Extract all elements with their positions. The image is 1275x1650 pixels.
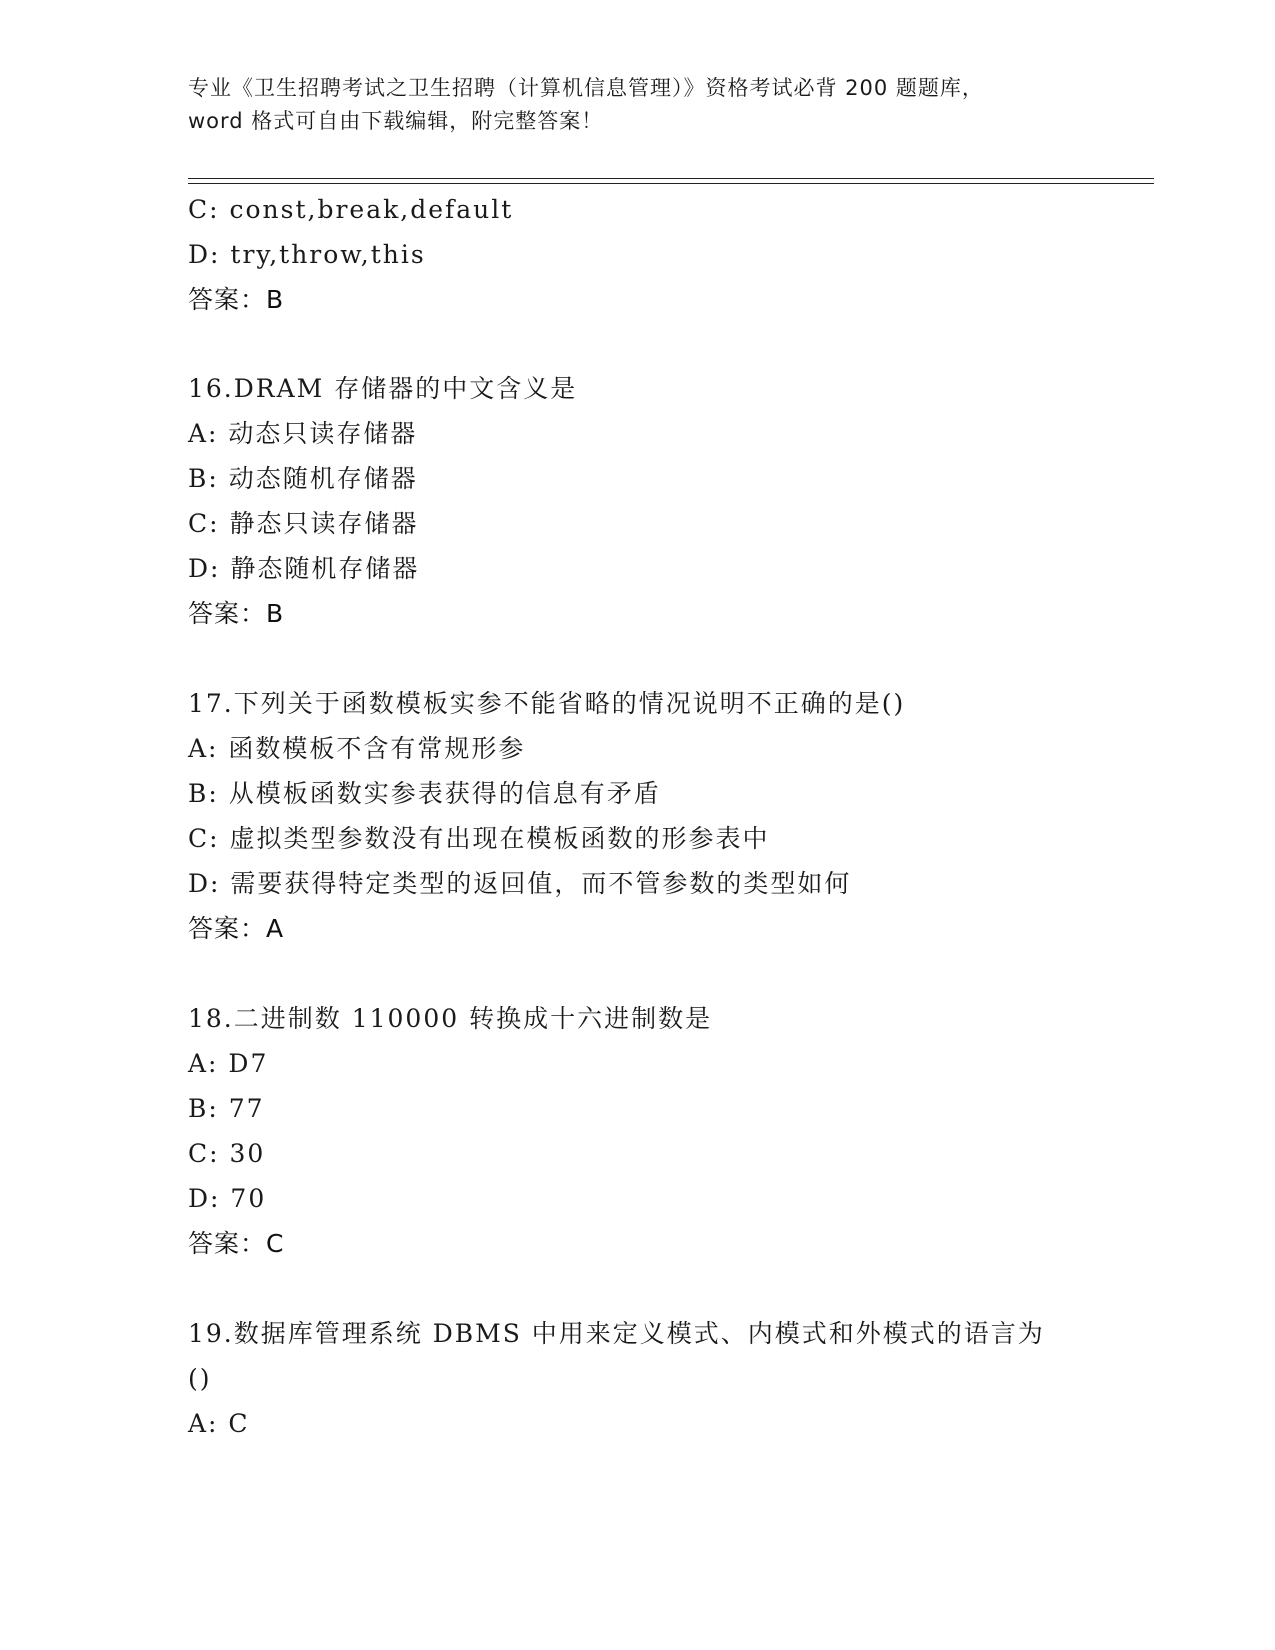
q15-answer: 答案：B bbox=[188, 285, 285, 314]
header-divider-top bbox=[188, 178, 1154, 179]
q17-option-c: C: 虚拟类型参数没有出现在模板函数的形参表中 bbox=[188, 824, 770, 853]
q15-option-d: D: try,throw,this bbox=[188, 240, 426, 269]
q16-option-b: B: 动态随机存储器 bbox=[188, 464, 418, 493]
q16-option-c: C: 静态只读存储器 bbox=[188, 509, 419, 538]
q16-question: 16.DRAM 存储器的中文含义是 bbox=[188, 374, 578, 403]
q19-question-line-2: () bbox=[188, 1364, 212, 1393]
document-header bbox=[188, 72, 1088, 138]
q18-question: 18.二进制数 110000 转换成十六进制数是 bbox=[188, 1004, 713, 1033]
header-line-1: 专业《卫生招聘考试之卫生招聘（计算机信息管理）》资格考试必背 200 题题库， bbox=[188, 76, 984, 100]
q18-option-a: A: D7 bbox=[188, 1049, 269, 1078]
q17-answer: 答案：A bbox=[188, 914, 285, 943]
q18-option-c: C: 30 bbox=[188, 1139, 266, 1168]
q15-option-c: C: const,break,default bbox=[188, 195, 514, 224]
q18-option-b: B: 77 bbox=[188, 1094, 265, 1123]
q18-answer: 答案：C bbox=[188, 1229, 285, 1258]
q19-option-a: A: C bbox=[188, 1409, 250, 1438]
q16-option-a: A: 动态只读存储器 bbox=[188, 419, 418, 448]
header-line-2: word 格式可自由下载编辑，附完整答案！ bbox=[188, 109, 604, 133]
q16-answer: 答案：B bbox=[188, 599, 285, 628]
header-divider-bottom bbox=[188, 183, 1154, 184]
q17-question: 17.下列关于函数模板实参不能省略的情况说明不正确的是() bbox=[188, 689, 906, 718]
q19-question-line-1: 19.数据库管理系统 DBMS 中用来定义模式、内模式和外模式的语言为 bbox=[188, 1319, 1045, 1348]
q16-option-d: D: 静态随机存储器 bbox=[188, 554, 420, 583]
q17-option-a: A: 函数模板不含有常规形参 bbox=[188, 734, 526, 763]
q18-option-d: D: 70 bbox=[188, 1184, 267, 1213]
q17-option-d: D: 需要获得特定类型的返回值，而不管参数的类型如何 bbox=[188, 869, 852, 898]
q17-option-b: B: 从模板函数实参表获得的信息有矛盾 bbox=[188, 779, 661, 808]
